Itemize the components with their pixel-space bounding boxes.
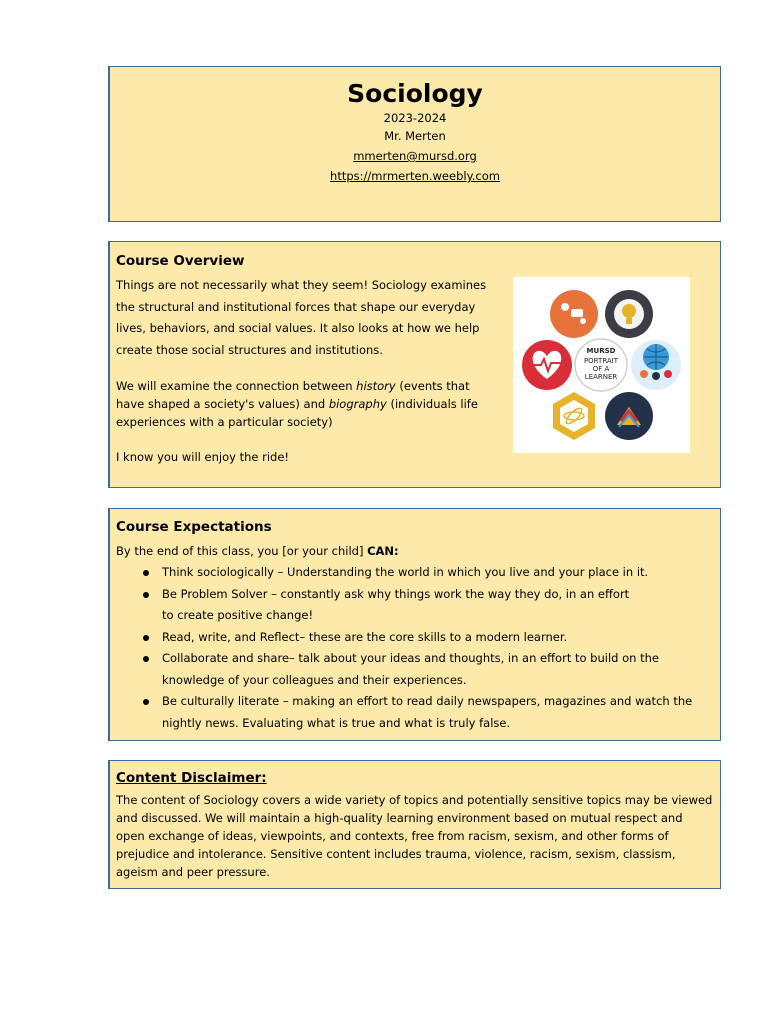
teacher-name: Mr. Merten [384,129,446,143]
overview-text: We will examine the connection between [116,379,357,393]
expectations-list [110,562,710,734]
header-box [108,66,721,222]
portrait-center-text: OF A [592,365,610,373]
portrait-center-text: LEARNER [584,373,618,381]
disclaimer-paragraph: The content of Sociology covers a wide variety of topics and potentially sensitive topics may be viewed and discussed. We will maintain a high-quality learning environment based on mutual respect and open exchange of ideas, viewpoints, and contexts, free from racism, sexism, and other forms of prejudice and intolerance. Sensitive content includes trauma, violence, racism, sexism, classism, ageism and peer pressure. [116,793,713,879]
expectations-intro-bold: CAN: [367,544,399,558]
content-disclaimer-section [108,760,721,889]
list-item: Read, write, and Reflect– these are the core skills to a modern learner. [110,627,710,649]
list-item: Think sociologically – Understanding the world in which you live and your place in it. [110,562,710,584]
history-emphasis: history [356,379,396,393]
biography-emphasis: biography [328,397,387,411]
list-item: Be culturally literate – making an effort to read daily newspapers, magazines and watch the nightly news. Evaluating what is true and what is truly false. [110,691,710,734]
expectations-intro [116,542,399,560]
portrait-of-a-learner-image [513,277,690,453]
list-item: Be Problem Solver – constantly ask why things work the way they do, in an effort [110,584,710,606]
list-item: to create positive change! [162,608,314,622]
list-item: Collaborate and share– talk about your ideas and thoughts, in an effort to build on the knowledge of your colleagues and their experiences. [110,648,710,691]
portrait-of-a-learner-graphic [513,277,690,453]
overview-text: (individuals life experiences with a particular society) [116,397,478,429]
content-disclaimer-heading: Content Disclaimer: [116,770,267,786]
page-title: Sociology [347,79,483,108]
website-link[interactable]: https://mrmerten.weebly.com [330,169,500,183]
school-year: 2023-2024 [383,111,447,125]
course-overview-heading: Course Overview [116,253,245,269]
email-link[interactable]: mmerten@mursd.org [353,149,477,163]
portrait-center-text: PORTRAIT [583,357,619,365]
course-expectations-heading: Course Expectations [116,519,272,535]
overview-paragraph-3: I know you will enjoy the ride! [116,450,290,464]
overview-text: (events that have shaped a society's values) and [116,379,470,411]
course-overview-section [108,241,721,488]
overview-paragraph-2 [116,377,500,431]
expectations-intro-text: By the end of this class, you [or your child] [116,544,368,558]
course-expectations-section [108,508,721,741]
overview-paragraph-1: Things are not necessarily what they seem! Sociology examines the structural and institutional forces that shape our everyday lives, behaviors, and social values. It also looks at how we help create those social structures and institutions. [116,278,487,357]
portrait-center-text: MURSD [586,347,616,355]
